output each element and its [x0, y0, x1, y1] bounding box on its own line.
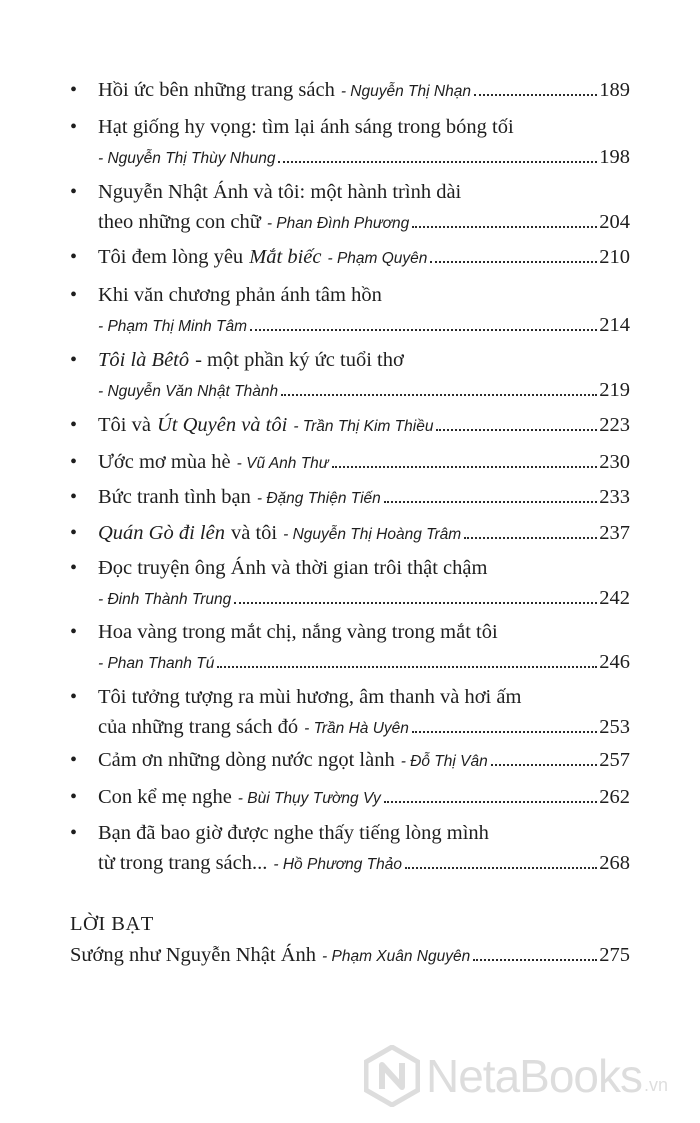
entry-page-number: 233	[599, 486, 630, 508]
entry-author: - Nguyễn Thị Hoàng Trâm	[283, 526, 462, 543]
entry-line	[98, 553, 630, 583]
entry-title: Bức tranh tình bạn	[98, 486, 251, 508]
dot-leader	[384, 497, 597, 503]
entry-line	[98, 782, 630, 812]
entry-line	[98, 848, 630, 878]
bullet-icon: •	[70, 621, 78, 643]
entry-line	[98, 745, 630, 775]
entry-author: - Đỗ Thị Vân	[400, 753, 488, 770]
entry-title: Tôi đem lòng yêu	[98, 246, 244, 268]
dot-leader	[430, 257, 597, 263]
entry-title-italic: Mắt biếc	[249, 246, 322, 268]
toc-entry[interactable]	[70, 177, 630, 237]
entry-line	[98, 647, 630, 677]
entry-page-number: 275	[599, 944, 630, 966]
dot-leader	[278, 157, 597, 163]
entry-page-number: 237	[599, 522, 630, 544]
dot-leader	[217, 662, 597, 668]
entry-line	[98, 112, 630, 142]
entry-line	[98, 818, 630, 848]
toc-entry[interactable]	[70, 345, 630, 405]
bullet-icon: •	[70, 284, 78, 306]
entry-page-number: 204	[599, 211, 630, 233]
entry-title: Hạt giống hy vọng: tìm lại ánh sáng trong bóng tối	[98, 116, 514, 138]
entry-author: - Nguyễn Thị Thùy Nhung	[98, 150, 276, 167]
entry-title: Bạn đã bao giờ được nghe thấy tiếng lòng mình	[98, 822, 489, 844]
bullet-icon: •	[70, 414, 78, 436]
dot-leader	[281, 390, 597, 396]
entry-title-italic: Tôi là Bêtô	[98, 349, 190, 371]
entry-title: Tôi tưởng tượng ra mùi hương, âm thanh và hơi ấm	[98, 686, 522, 708]
entry-page-number: 268	[599, 852, 630, 874]
bullet-icon: •	[70, 749, 78, 771]
bullet-icon: •	[70, 486, 78, 508]
entry-page-number: 257	[599, 749, 630, 771]
entry-title: Hồi ức bên những trang sách	[98, 79, 335, 101]
entry-title: từ trong trang sách...	[98, 852, 268, 874]
entry-title: Cảm ơn những dòng nước ngọt lành	[98, 749, 395, 771]
bullet-icon: •	[70, 116, 78, 138]
dot-leader	[250, 325, 597, 331]
dot-leader	[332, 462, 598, 468]
bullet-icon: •	[70, 557, 78, 579]
dot-leader	[384, 797, 597, 803]
bullet-icon: •	[70, 786, 78, 808]
dot-leader	[474, 90, 597, 96]
entry-line	[98, 345, 630, 375]
bullet-icon: •	[70, 822, 78, 844]
bullet-icon: •	[70, 181, 78, 203]
entry-author: - Phạm Thị Minh Tâm	[98, 318, 248, 335]
dot-leader	[405, 863, 597, 869]
bullet-icon: •	[70, 349, 78, 371]
entry-title: của những trang sách đó	[98, 716, 299, 738]
entry-author: - Đặng Thiện Tiến	[256, 490, 381, 507]
entry-title: - một phần ký ức tuổi thơ	[195, 349, 404, 371]
entry-line	[98, 482, 630, 512]
netabooks-watermark	[364, 1036, 700, 1116]
toc-entry[interactable]	[70, 553, 630, 613]
bullet-icon: •	[70, 451, 78, 473]
entry-line	[98, 375, 630, 405]
entry-title: Hoa vàng trong mắt chị, nắng vàng trong mắt tôi	[98, 621, 498, 643]
entry-title: Tôi và	[98, 414, 151, 436]
entry-author: - Trần Hà Uyên	[304, 720, 409, 737]
entry-author: - Hồ Phương Thảo	[273, 856, 403, 873]
entry-page-number: 189	[599, 79, 630, 101]
entry-title-italic: Út Quyên và tôi	[156, 414, 288, 436]
watermark-suffix: .vn	[644, 1075, 669, 1095]
toc-entry[interactable]	[70, 75, 630, 105]
entry-line	[98, 712, 630, 742]
entry-line	[98, 177, 630, 207]
entry-line	[98, 682, 630, 712]
entry-line	[98, 207, 630, 237]
entry-author: - Phan Thanh Tú	[98, 655, 215, 672]
toc-entry[interactable]	[70, 410, 630, 440]
toc-entry[interactable]	[70, 745, 630, 775]
toc-entry[interactable]	[70, 447, 630, 477]
dot-leader	[436, 425, 597, 431]
entry-title: và tôi	[230, 522, 278, 544]
toc-entry[interactable]	[70, 782, 630, 812]
entry-author: - Đinh Thành Trung	[98, 591, 232, 608]
entry-author: - Phan Đình Phương	[266, 215, 410, 232]
entry-page-number: 242	[599, 587, 630, 609]
entry-author: - Phạm Quyên	[327, 250, 428, 267]
entry-title-italic: Quán Gò đi lên	[98, 522, 225, 544]
toc-entry[interactable]	[70, 280, 630, 340]
entry-title: Đọc truyện ông Ánh và thời gian trôi thật chậm	[98, 557, 488, 579]
entry-line	[98, 242, 630, 272]
entry-author: - Vũ Anh Thư	[236, 455, 329, 472]
dot-leader	[234, 598, 597, 604]
entry-page-number: 246	[599, 651, 630, 673]
entry-title: Con kể mẹ nghe	[98, 786, 232, 808]
toc-entry[interactable]	[70, 112, 630, 172]
netabooks-logo-icon	[364, 1045, 420, 1107]
toc-entry[interactable]	[70, 682, 630, 742]
toc-entry[interactable]	[70, 518, 630, 548]
watermark-brand: NetaBooks	[426, 1050, 643, 1102]
bullet-icon: •	[70, 686, 78, 708]
entry-page-number: 230	[599, 451, 630, 473]
bullet-icon: •	[70, 522, 78, 544]
entry-page-number: 198	[599, 146, 630, 168]
entry-line	[98, 583, 630, 613]
bullet-icon: •	[70, 246, 78, 268]
entry-line	[98, 310, 630, 340]
entry-page-number: 253	[599, 716, 630, 738]
toc-entry[interactable]	[70, 818, 630, 878]
dot-leader	[412, 222, 597, 228]
entry-line	[98, 518, 630, 548]
entry-line	[98, 447, 630, 477]
entry-author: - Phạm Xuân Nguyên	[322, 948, 471, 965]
entry-author: - Nguyễn Thị Nhạn	[340, 83, 471, 100]
toc-entry[interactable]	[70, 617, 630, 677]
entry-author: - Trần Thị Kim Thiều	[293, 418, 434, 435]
toc-entry[interactable]	[70, 482, 630, 512]
toc-entry[interactable]	[70, 242, 630, 272]
dot-leader	[412, 727, 597, 733]
entry-line	[98, 280, 630, 310]
section-title-afterword: LỜI BẠT	[70, 913, 154, 935]
bullet-icon: •	[70, 79, 78, 101]
entry-line	[98, 142, 630, 172]
entry-page-number: 219	[599, 379, 630, 401]
entry-author: - Bùi Thụy Tường Vy	[237, 790, 381, 807]
dot-leader	[473, 955, 597, 961]
entry-title: Nguyễn Nhật Ánh và tôi: một hành trình dài	[98, 181, 462, 203]
entry-title: theo những con chữ	[98, 211, 261, 233]
entry-line	[98, 410, 630, 440]
entry-title: Khi văn chương phản ánh tâm hồn	[98, 284, 382, 306]
entry-title: Sướng như Nguyễn Nhật Ánh	[70, 944, 317, 966]
entry-page-number: 223	[599, 414, 630, 436]
entry-page-number: 262	[599, 786, 630, 808]
toc-entry-afterword[interactable]	[70, 940, 630, 970]
dot-leader	[464, 533, 597, 539]
entry-author: - Nguyễn Văn Nhật Thành	[98, 383, 279, 400]
dot-leader	[491, 760, 598, 766]
entry-line	[98, 617, 630, 647]
entry-page-number: 210	[599, 246, 630, 268]
entry-title: Ước mơ mùa hè	[98, 451, 231, 473]
entry-line	[98, 75, 630, 105]
entry-page-number: 214	[599, 314, 630, 336]
